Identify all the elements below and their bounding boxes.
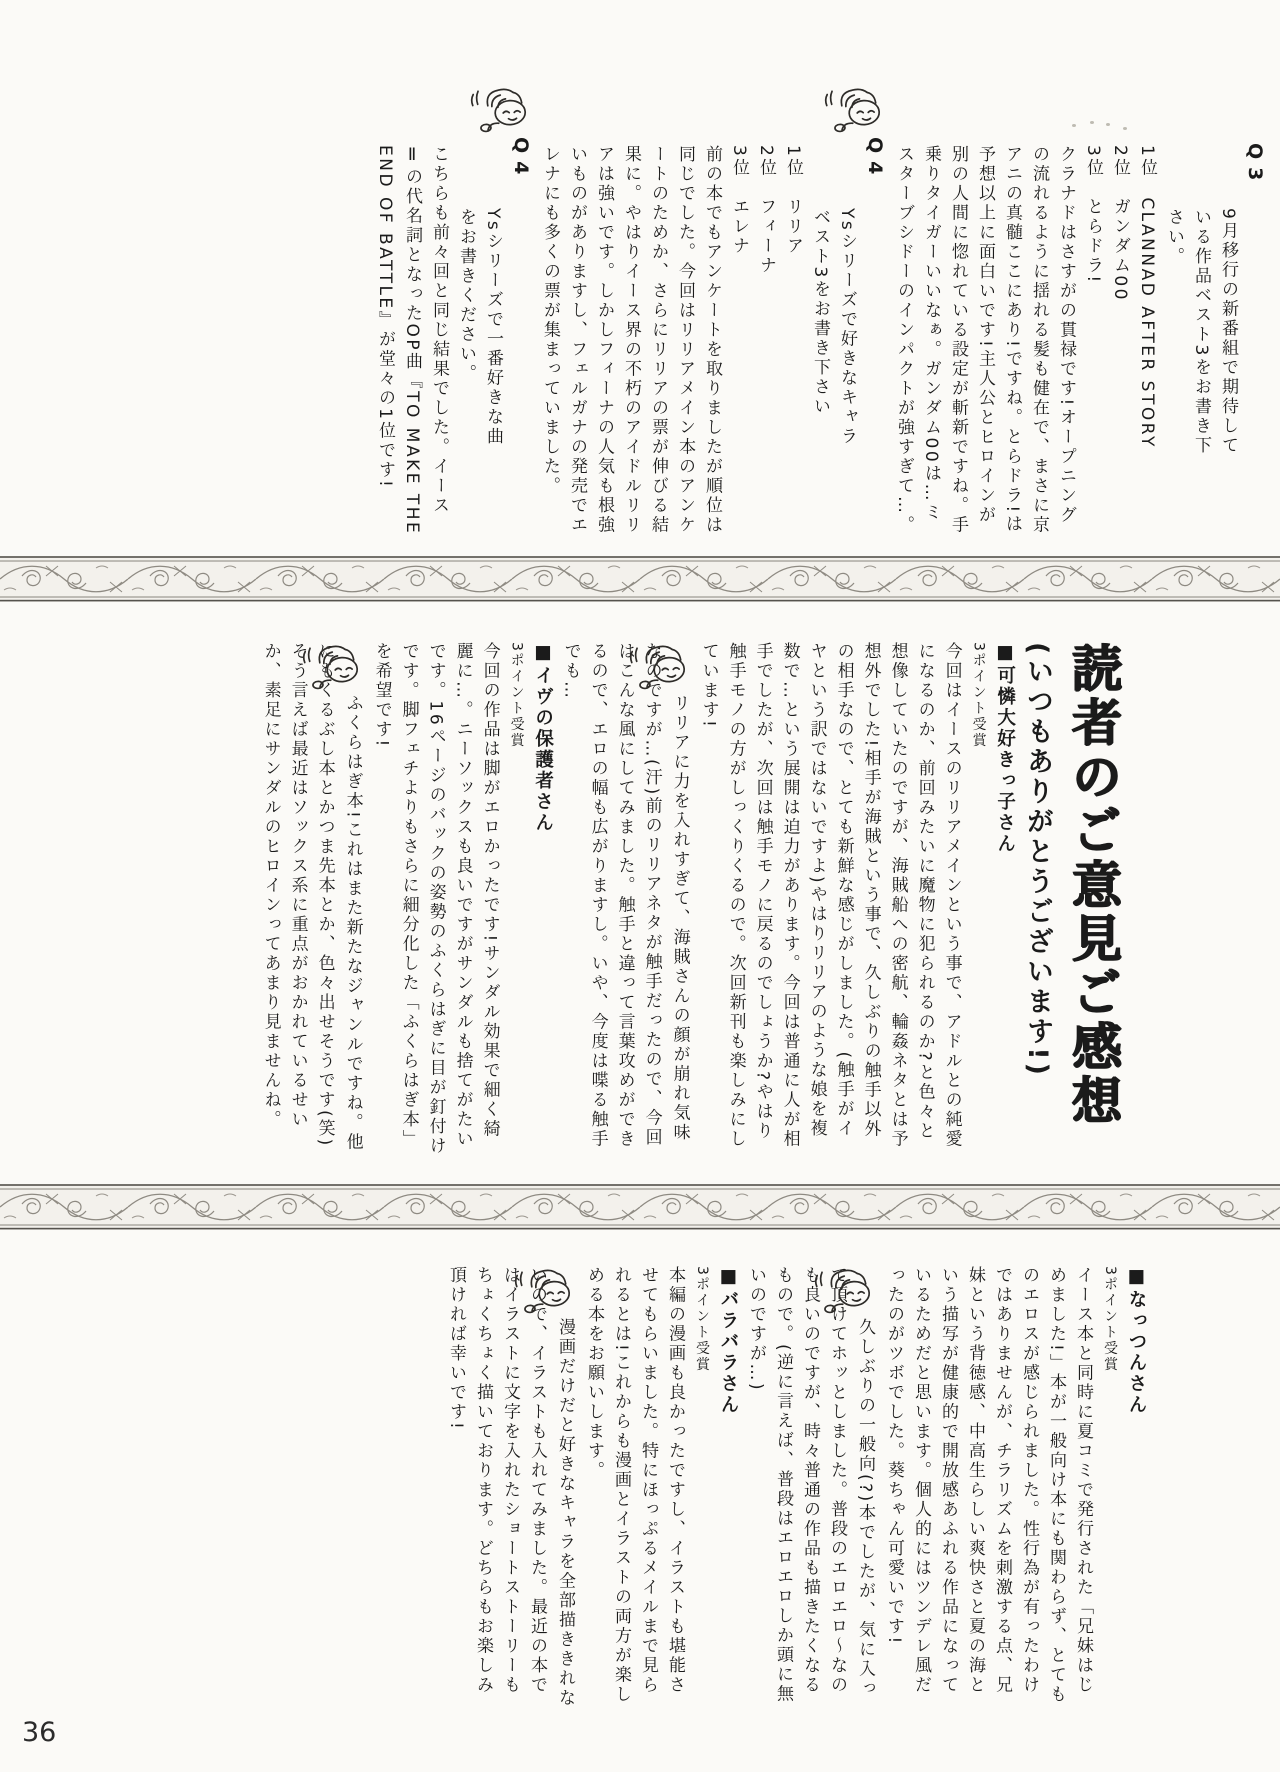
ornament-band bbox=[0, 1184, 1280, 1230]
letter-award-badge: 3ポイント受賞 bbox=[970, 642, 987, 749]
section-subtitle: (いつもありがとうございます!) bbox=[1022, 642, 1053, 1078]
q4a-question: Ysシリーズで好きなキャラベスト3をお書き下さい bbox=[810, 208, 857, 447]
reader-comments-section-2 bbox=[30, 1266, 1150, 1711]
chibi-face-icon bbox=[860, 85, 890, 137]
q4a-label: Q4 bbox=[864, 137, 886, 183]
chibi-face-icon bbox=[506, 85, 536, 137]
letter-body: 本編の漫画も良かったですし、イラストも堪能させてもらいました。特にほっぷるメイルまで見られるとは!これからも漫画とイラストの両方が楽しめる本をお願いします。 bbox=[584, 1266, 685, 1705]
letter-sender-name: ■バラバラさん bbox=[718, 1266, 739, 1416]
chibi-face-icon bbox=[338, 642, 368, 694]
author-reply-text: 漫画だけだと好きなキャラを全部描ききれないので、イラストも入れてみました。最近の本ではイラストに文字を入れたショートストーリーもちょくちょく描いております。どちらもお楽しみ頂ければ幸いです! bbox=[446, 1266, 575, 1708]
q4a-comment: 前の本でもアンケートを取りましたが順位は同じでした。今回はリリアメイン本のアンケートのためか、さらにリリアの票が伸びる結果に。やはりイース界の不朽のアイドルリリアは強いです。しかしフィーナの人気も根強いものがありますし、フェルガナの発売でエレナにも多くの票が集まっていました。 bbox=[540, 145, 722, 535]
q4b-question: Ysシリーズで一番好きな曲をお書きください。 bbox=[456, 208, 503, 447]
chibi-face-icon bbox=[665, 642, 695, 694]
chibi-face-icon bbox=[850, 1266, 880, 1318]
q4a-rank-3: 3位 エレナ bbox=[729, 145, 749, 256]
q3-rank-1: 1位 CLANNAD AFTER STORY bbox=[1137, 145, 1157, 449]
letter-sender-name: ■イヴの保護者さん bbox=[532, 642, 554, 834]
author-reply bbox=[442, 1266, 580, 1711]
section-title: 読者のご意見ご感想 bbox=[1064, 642, 1122, 1128]
author-reply bbox=[257, 642, 368, 1158]
q4b-comment: こちらも前々回と同じ結果でした。イースⅡの代名詞となったOP曲『TO MAKE THE END OF BATTLE』が堂々の1位です! bbox=[375, 145, 449, 536]
letter-sender-name: ■可憐大好きっ子さん bbox=[994, 642, 1016, 855]
q4a-label-column bbox=[860, 85, 890, 537]
letter-award-badge: 3ポイント受賞 bbox=[694, 1266, 710, 1373]
author-reply bbox=[742, 1266, 880, 1711]
q4b-label: Q4 bbox=[510, 137, 532, 183]
author-reply-text: 久しぶりの一般向(?)本でしたが、気に入って頂けてホッとしました。普段のエロエロ〜なのも良いのですが、時々普通の作品も描きたくなるもので。(逆に言えば、普段はエロエロしか頭に無いのですが…) bbox=[746, 1266, 875, 1705]
letter-award-badge: 3ポイント受賞 bbox=[1102, 1266, 1118, 1373]
q3-rank-3: 3位 とらドラ! bbox=[1083, 145, 1103, 285]
ornament-band bbox=[0, 556, 1280, 602]
author-reply bbox=[557, 642, 695, 1158]
letter-award-badge: 3ポイント受賞 bbox=[508, 642, 525, 749]
q3-rank-2: 2位 ガンダム00 bbox=[1110, 145, 1130, 302]
author-reply-text: リリアに力を入れすぎて、海賊さんの顔が崩れ気味なのですが…(汗)前のリリアネタが触手だったので、今回はこんな風にしてみました。触手と違って言葉攻めができるので、エロの幅も広がりますし。いや、今度は喋る触手でも… bbox=[560, 642, 690, 1149]
q4b-label-column bbox=[506, 85, 536, 537]
letter-body: 今回の作品は脚がエロかったです!サンダル効果で細く綺麗に…。ニーソックスも良いですがサンダルも捨てがたいです。16ページのバックの姿勢のふくらはぎに目が釘付けです。脚フェチよりもさらに細分化した「ふくらはぎ本」を希望です! bbox=[371, 642, 500, 1157]
author-reply-text: ふくらはぎ本!これはまた新たなジャンルですね。他にもくるぶし本とかつま先本とか、色々出せそうです(笑)そう言えば最近はソックス系に重点がおかれているせいか、素足にサンダルのヒロインってあまり見ませんね。 bbox=[260, 642, 363, 1152]
letter-body: イース本と同時に夏コミで発行された「兄妹はじめました!」本が一般向け本にも関わらず、とてものエロスが感じられました。性行為が有ったわけではありませんが、チラリズムを刺激する点、兄妹という背徳感、中高生らしい爽快さと夏の海という描写が健康的で開放感あふれる作品になっているためだと思います。個人的にはツンデレ風だったのがツボでした。葵ちゃん可愛いです! bbox=[884, 1266, 1093, 1705]
chibi-face-icon bbox=[550, 1266, 580, 1318]
q4a-rank-1: 1位 リリア bbox=[783, 145, 803, 256]
q3-comment: クラナドはさすがの貫禄です!オープニングの流れるように揺れる髪も健在で、まさに京アニの真髄ここにあり!ですね。とらドラ!は予想以上に面白いです!主人公とヒロインが別の人間に惚れている設定が斬新ですね。手乗りタイガーいいなぁ。ガンダム00は…ミスターブシドーのインパクトが強すぎて…。 bbox=[894, 145, 1076, 535]
letter-body: 今回はイースのリリアメインという事で、アドルとの純愛になるのか、前回みたいに魔物に犯られるのか?と色々と想像していたのですが、海賊船への密航、輪姦ネタとは予想外でした!相手が海賊という事で、久しぶりの触手以外の相手なので、とても新鮮な感じがしました。(触手がイヤという訳ではないですよ)やはりリリアのような娘を複数で…という展開は迫力があります。今回は普通に人が相手でしたが、次回は触手モノに戻るのでしょうか?やはり触手モノの方がしっくりくるので。次回新刊も楽しみにしています! bbox=[698, 642, 962, 1149]
survey-section bbox=[30, 85, 1268, 537]
q4a-rank-2: 2位 フィーナ bbox=[756, 145, 776, 276]
q3-question: 9月移行の新番組で期待している作品ベスト3をお書き下さい。 bbox=[1164, 208, 1238, 456]
reader-comments-section bbox=[30, 642, 1130, 1158]
page-number: 36 bbox=[22, 1717, 57, 1748]
q3-label: Q3 bbox=[1244, 143, 1266, 189]
letter-sender-name: ■なっつんさん bbox=[1126, 1266, 1147, 1416]
